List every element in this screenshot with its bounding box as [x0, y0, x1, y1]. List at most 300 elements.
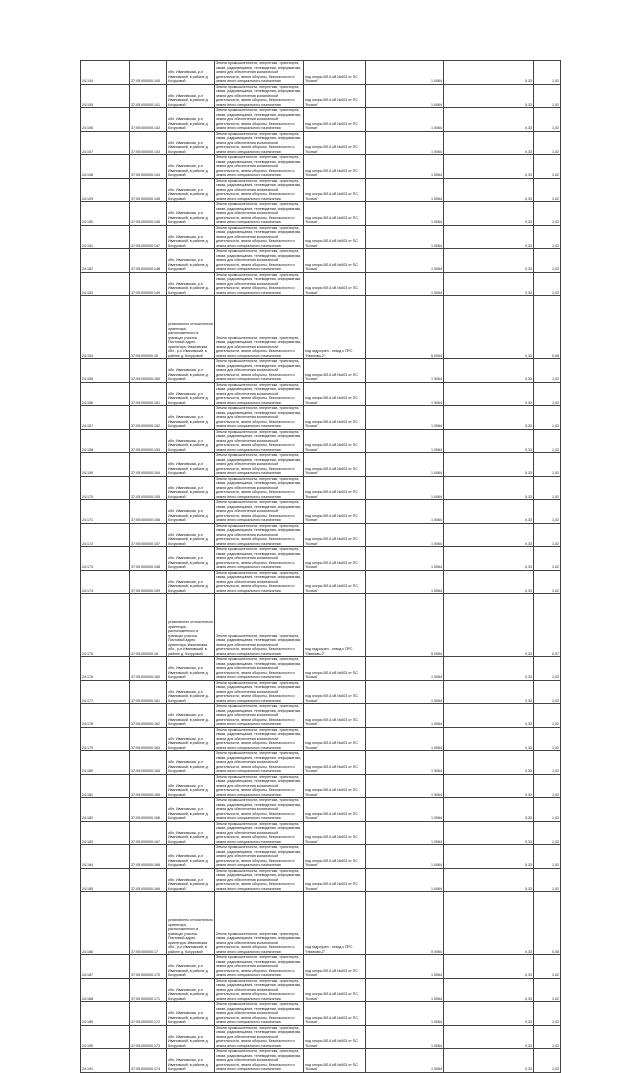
- table-row: [81, 868, 561, 892]
- value-b-cell: 1,02: [534, 547, 561, 571]
- cadastral-number: 37:05:000000:170: [130, 955, 167, 979]
- table-row: [81, 1049, 561, 1073]
- value-b-cell: 1,02: [534, 1025, 561, 1049]
- table-row: [81, 406, 561, 430]
- land-category-cell: Земли промышленности, энергетики, транспорта, связи, радиовещания, телевидения, информатики, земли для обеспечения космической деятельности, земли обороны, безопасности и земли иного специального назначения: [215, 406, 304, 430]
- area-cell: 1 0064: [366, 1002, 444, 1026]
- cadastral-number: 37:05:000000:157: [130, 523, 167, 547]
- value-a-cell: 0,33: [444, 453, 534, 477]
- table-row: [81, 249, 561, 273]
- land-category-cell: Земли промышленности, энергетики, транспорта, связи, радиовещания, телевидения, информатики, земли для обеспечения космической деятельности, земли обороны, безопасности и земли иного специального назначения: [215, 359, 304, 383]
- value-b-cell: 1,02: [534, 476, 561, 500]
- table-row: [81, 845, 561, 869]
- land-category-cell: Земли промышленности, энергетики, транспорта, связи, радиовещания, телевидения, информатики, земли для обеспечения космической деятельности, земли обороны, безопасности и земли иного специального назначения: [215, 704, 304, 728]
- land-category-cell: Земли промышленности, энергетики, транспорта, связи, радиовещания, телевидения, информатики, земли для обеспечения космической деятельности, земли обороны, безопасности и земли иного специального назначения: [215, 272, 304, 296]
- table-row: [81, 131, 561, 155]
- spreadsheet-page: [80, 60, 560, 1073]
- area-cell: 5 0064: [366, 892, 444, 955]
- area-cell: 1 0064: [366, 727, 444, 751]
- table-row: [81, 225, 561, 249]
- area-cell: 1 0064: [366, 202, 444, 226]
- value-b-cell: 1,02: [534, 500, 561, 524]
- value-b-cell: 1,02: [534, 868, 561, 892]
- address-cell: обл. Ивановская, р-н Ивановский, в районе д. Кочуровой: [167, 272, 215, 296]
- value-a-cell: 0,33: [444, 680, 534, 704]
- land-category-cell: Земли промышленности, энергетики, транспорта, связи, радиовещания, телевидения, информатики, земли для обеспечения космической деятельности, земли обороны, безопасности и земли иного специального назначения: [215, 1025, 304, 1049]
- value-a-cell: 0,33: [444, 798, 534, 822]
- row-number: 24:173: [81, 547, 130, 571]
- row-number: 24:154: [81, 296, 130, 359]
- area-cell: 1 0064: [366, 406, 444, 430]
- row-number: 24:174: [81, 570, 130, 594]
- row-number: 24:156: [81, 382, 130, 406]
- row-number: 24:105: [81, 84, 130, 108]
- row-number: 24:171: [81, 500, 130, 524]
- address-cell: обл. Ивановская, р-н Ивановский, в районе д. Кочуровой: [167, 500, 215, 524]
- area-cell: 1 0064: [366, 680, 444, 704]
- permitted-use-cell: под опоры ВЛ-6 кВ №603 от ПС "Кохма": [304, 727, 366, 751]
- value-a-cell: 0,33: [444, 1049, 534, 1073]
- row-number: 24:178: [81, 704, 130, 728]
- address-cell: обл. Ивановская, р-н Ивановский, в районе д. Кочуровой: [167, 1002, 215, 1026]
- value-a-cell: 0,33: [444, 570, 534, 594]
- area-cell: 1 0064: [366, 476, 444, 500]
- value-b-cell: 1,02: [534, 178, 561, 202]
- cadastral-number: 37:05:000000:141: [130, 84, 167, 108]
- permitted-use-cell: под опоры ВЛ-6 кВ №603 от ПС "Кохма": [304, 774, 366, 798]
- value-a-cell: 0,33: [444, 296, 534, 359]
- table-row: [81, 61, 561, 85]
- permitted-use-cell: под опоры ВЛ-6 кВ №603 от ПС "Кохма": [304, 272, 366, 296]
- land-category-cell: Земли промышленности, энергетики, транспорта, связи, радиовещания, телевидения, информатики, земли для обеспечения космической деятельности, земли обороны, безопасности и земли иного специального назначения: [215, 798, 304, 822]
- permitted-use-cell: под опоры ВЛ-6 кВ №603 от ПС "Кохма": [304, 406, 366, 430]
- land-category-cell: Земли промышленности, энергетики, транспорта, связи, радиовещания, телевидения, информатики, земли для обеспечения космической деятельности, земли обороны, безопасности и земли иного специального назначения: [215, 225, 304, 249]
- land-plots-table: [80, 60, 561, 1073]
- row-number: 24:109: [81, 178, 130, 202]
- cadastral-number: 37:05:000000:143: [130, 131, 167, 155]
- row-number: 24:182: [81, 798, 130, 822]
- value-b-cell: 1,02: [534, 657, 561, 681]
- value-a-cell: 0,33: [444, 178, 534, 202]
- value-a-cell: 0,33: [444, 774, 534, 798]
- cadastral-number: 37:05:000000:173: [130, 1025, 167, 1049]
- row-number: 24:180: [81, 751, 130, 775]
- permitted-use-cell: под опоры ВЛ-6 кВ №603 от ПС "Кохма": [304, 978, 366, 1002]
- value-b-cell: 1,02: [534, 955, 561, 979]
- permitted-use-cell: под опоры ВЛ-6 кВ №603 от ПС "Кохма": [304, 453, 366, 477]
- area-cell: 1 0064: [366, 84, 444, 108]
- value-b-cell: 0,07: [534, 594, 561, 657]
- area-cell: 1 0064: [366, 523, 444, 547]
- value-b-cell: 1,02: [534, 131, 561, 155]
- land-category-cell: Земли промышленности, энергетики, транспорта, связи, радиовещания, телевидения, информатики, земли для обеспечения космической деятельности, земли обороны, безопасности и земли иного специального назначения: [215, 202, 304, 226]
- land-category-cell: Земли промышленности, энергетики, транспорта, связи, радиовещания, телевидения, информатики, земли для обеспечения космической деятельности, земли обороны, безопасности и земли иного специального назначения: [215, 821, 304, 845]
- table-row: [81, 1025, 561, 1049]
- cadastral-number: 37:05:000000:161: [130, 680, 167, 704]
- area-cell: 5 0064: [366, 296, 444, 359]
- cadastral-number: 37:05:000000:169: [130, 868, 167, 892]
- row-number: 24:186: [81, 892, 130, 955]
- area-cell: 1 0064: [366, 657, 444, 681]
- row-number: 24:175: [81, 594, 130, 657]
- permitted-use-cell: под опоры ВЛ-6 кВ №603 от ПС "Кохма": [304, 1049, 366, 1073]
- value-b-cell: 1,02: [534, 1002, 561, 1026]
- value-a-cell: 0,33: [444, 131, 534, 155]
- area-cell: 1 0064: [366, 1049, 444, 1073]
- address-cell: обл. Ивановская, р-н Ивановский, в районе д. Кочуровой: [167, 657, 215, 681]
- value-a-cell: 0,33: [444, 821, 534, 845]
- cadastral-number: 37:05:000000:145: [130, 178, 167, 202]
- permitted-use-cell: под опоры ВЛ-6 кВ №603 от ПС "Кохма": [304, 798, 366, 822]
- table-row: [81, 108, 561, 132]
- address-cell: обл. Ивановская, р-н Ивановский, в районе д. Кочуровой: [167, 131, 215, 155]
- cadastral-number: 37:05:000000:153: [130, 429, 167, 453]
- address-cell: обл. Ивановская, р-н Ивановский, в районе д. Кочуровой: [167, 868, 215, 892]
- permitted-use-cell: под опоры ВЛ-6 кВ №603 от ПС "Кохма": [304, 657, 366, 681]
- value-a-cell: 0,33: [444, 476, 534, 500]
- value-a-cell: 0,33: [444, 382, 534, 406]
- row-number: 24:150: [81, 202, 130, 226]
- permitted-use-cell: под гидроузел - отвод к ПРС "Иваново-2": [304, 594, 366, 657]
- value-a-cell: 0,33: [444, 845, 534, 869]
- cadastral-number: 37:05:000000:17: [130, 892, 167, 955]
- row-number: 24:176: [81, 657, 130, 681]
- row-number: 24:189: [81, 1002, 130, 1026]
- row-number: 24:155: [81, 359, 130, 383]
- value-b-cell: 1,02: [534, 406, 561, 430]
- cadastral-number: 37:05:000000:147: [130, 225, 167, 249]
- address-cell: обл. Ивановская, р-н Ивановский, в районе д. Кочуровой: [167, 727, 215, 751]
- value-b-cell: 1,02: [534, 978, 561, 1002]
- value-a-cell: 0,33: [444, 547, 534, 571]
- permitted-use-cell: под опоры ВЛ-6 кВ №603 от ПС "Кохма": [304, 845, 366, 869]
- address-cell: обл. Ивановская, р-н Ивановский, в районе д. Кочуровой: [167, 202, 215, 226]
- land-category-cell: Земли промышленности, энергетики, транспорта, связи, радиовещания, телевидения, информатики, земли для обеспечения космической деятельности, земли обороны, безопасности и земли иного специального назначения: [215, 978, 304, 1002]
- area-cell: 1 0064: [366, 751, 444, 775]
- permitted-use-cell: под опоры ВЛ-6 кВ №603 от ПС "Кохма": [304, 155, 366, 179]
- table-row: [81, 570, 561, 594]
- cadastral-number: 37:05:000000:152: [130, 406, 167, 430]
- table-row: [81, 500, 561, 524]
- row-number: 24:107: [81, 131, 130, 155]
- land-category-cell: Земли промышленности, энергетики, транспорта, связи, радиовещания, телевидения, информатики, земли для обеспечения космической деятельности, земли обороны, безопасности и земли иного специального назначения: [215, 547, 304, 571]
- area-cell: 1 0064: [366, 453, 444, 477]
- value-b-cell: 1,02: [534, 523, 561, 547]
- land-category-cell: Земли промышленности, энергетики, транспорта, связи, радиовещания, телевидения, информатики, земли для обеспечения космической деятельности, земли обороны, безопасности и земли иного специального назначения: [215, 108, 304, 132]
- land-category-cell: Земли промышленности, энергетики, транспорта, связи, радиовещания, телевидения, информатики, земли для обеспечения космической деятельности, земли обороны, безопасности и земли иного специального назначения: [215, 476, 304, 500]
- value-a-cell: 0,33: [444, 61, 534, 85]
- permitted-use-cell: под опоры ВЛ-6 кВ №603 от ПС "Кохма": [304, 1002, 366, 1026]
- permitted-use-cell: под опоры ВЛ-6 кВ №603 от ПС "Кохма": [304, 61, 366, 85]
- value-a-cell: 0,33: [444, 955, 534, 979]
- value-a-cell: 0,33: [444, 359, 534, 383]
- address-cell: обл. Ивановская, р-н Ивановский, в районе д. Кочуровой: [167, 821, 215, 845]
- row-number: 24:190: [81, 1025, 130, 1049]
- permitted-use-cell: под опоры ВЛ-6 кВ №603 от ПС "Кохма": [304, 955, 366, 979]
- value-b-cell: 0,08: [534, 892, 561, 955]
- row-number: 24:185: [81, 868, 130, 892]
- table-row: [81, 821, 561, 845]
- cadastral-number: 37:05:000000:154: [130, 453, 167, 477]
- land-category-cell: Земли промышленности, энергетики, транспорта, связи, радиовещания, телевидения, информатики, земли для обеспечения космической деятельности, земли обороны, безопасности и земли иного специального назначения: [215, 249, 304, 273]
- address-cell: обл. Ивановская, р-н Ивановский, в районе д. Кочуровой: [167, 751, 215, 775]
- area-cell: 1 0064: [366, 978, 444, 1002]
- table-row: [81, 476, 561, 500]
- value-a-cell: 0,33: [444, 155, 534, 179]
- row-number: 24:177: [81, 680, 130, 704]
- value-a-cell: 0,33: [444, 751, 534, 775]
- table-row: [81, 523, 561, 547]
- permitted-use-cell: под опоры ВЛ-6 кВ №603 от ПС "Кохма": [304, 868, 366, 892]
- value-b-cell: 1,02: [534, 429, 561, 453]
- land-category-cell: Земли промышленности, энергетики, транспорта, связи, радиовещания, телевидения, информатики, земли для обеспечения космической деятельности, земли обороны, безопасности и земли иного специального назначения: [215, 429, 304, 453]
- cadastral-number: 37:05:000000:163: [130, 727, 167, 751]
- value-b-cell: 1,02: [534, 359, 561, 383]
- table-row: [81, 774, 561, 798]
- address-cell: обл. Ивановская, р-н Ивановский, в районе д. Кочуровой: [167, 453, 215, 477]
- cadastral-number: 37:05:000000:16: [130, 594, 167, 657]
- value-b-cell: 1,02: [534, 155, 561, 179]
- permitted-use-cell: под опоры ВЛ-6 кВ №603 от ПС "Кохма": [304, 429, 366, 453]
- cadastral-number: 37:05:000000:142: [130, 108, 167, 132]
- address-cell: обл. Ивановская, р-н Ивановский, в районе д. Кочуровой: [167, 704, 215, 728]
- permitted-use-cell: под опоры ВЛ-6 кВ №603 от ПС "Кохма": [304, 500, 366, 524]
- value-b-cell: 1,02: [534, 108, 561, 132]
- land-category-cell: Земли промышленности, энергетики, транспорта, связи, радиовещания, телевидения, информатики, земли для обеспечения космической деятельности, земли обороны, безопасности и земли иного специального назначения: [215, 680, 304, 704]
- row-number: 24:188: [81, 978, 130, 1002]
- table-row: [81, 155, 561, 179]
- area-cell: 1 0064: [366, 570, 444, 594]
- value-a-cell: 0,33: [444, 978, 534, 1002]
- land-category-cell: Земли промышленности, энергетики, транспорта, связи, радиовещания, телевидения, информатики, земли для обеспечения космической деятельности, земли обороны, безопасности и земли иного специального назначения: [215, 594, 304, 657]
- permitted-use-cell: под опоры ВЛ-6 кВ №603 от ПС "Кохма": [304, 704, 366, 728]
- permitted-use-cell: под опоры ВЛ-6 кВ №603 от ПС "Кохма": [304, 1025, 366, 1049]
- permitted-use-cell: под опоры ВЛ-6 кВ №603 от ПС "Кохма": [304, 249, 366, 273]
- area-cell: 1 0064: [366, 225, 444, 249]
- land-category-cell: Земли промышленности, энергетики, транспорта, связи, радиовещания, телевидения, информатики, земли для обеспечения космической деятельности, земли обороны, безопасности и земли иного специального назначения: [215, 84, 304, 108]
- land-category-cell: Земли промышленности, энергетики, транспорта, связи, радиовещания, телевидения, информатики, земли для обеспечения космической деятельности, земли обороны, безопасности и земли иного специального назначения: [215, 570, 304, 594]
- address-cell: обл. Ивановская, р-н Ивановский, в районе д. Кочуровой: [167, 547, 215, 571]
- table-row: [81, 547, 561, 571]
- area-cell: 1 0064: [366, 500, 444, 524]
- address-cell: обл. Ивановская, р-н Ивановский, в районе д. Кочуровой: [167, 429, 215, 453]
- cadastral-number: 37:05:000000:165: [130, 774, 167, 798]
- table-body: [81, 61, 561, 1073]
- table-row: [81, 727, 561, 751]
- area-cell: 1 0064: [366, 108, 444, 132]
- address-cell: обл. Ивановская, р-н Ивановский, в районе д. Кочуровой: [167, 155, 215, 179]
- cadastral-number: 37:05:000000:166: [130, 798, 167, 822]
- value-b-cell: 1,02: [534, 570, 561, 594]
- value-a-cell: 0,33: [444, 1025, 534, 1049]
- cadastral-number: 37:05:000000:160: [130, 657, 167, 681]
- table-row: [81, 84, 561, 108]
- table-row: [81, 359, 561, 383]
- value-a-cell: 0,33: [444, 249, 534, 273]
- address-cell: обл. Ивановская, р-н Ивановский, в районе д. Кочуровой: [167, 382, 215, 406]
- land-category-cell: Земли промышленности, энергетики, транспорта, связи, радиовещания, телевидения, информатики, земли для обеспечения космической деятельности, земли обороны, безопасности и земли иного специального назначения: [215, 523, 304, 547]
- cadastral-number: 37:05:000000:146: [130, 202, 167, 226]
- address-cell: обл. Ивановская, р-н Ивановский, в районе д. Кочуровой: [167, 978, 215, 1002]
- area-cell: 1 0064: [366, 155, 444, 179]
- area-cell: 1 0064: [366, 547, 444, 571]
- row-number: 24:151: [81, 225, 130, 249]
- table-row: [81, 202, 561, 226]
- cadastral-number: 37:05:000000:149: [130, 272, 167, 296]
- value-a-cell: 0,33: [444, 272, 534, 296]
- row-number: 24:106: [81, 108, 130, 132]
- table-row: [81, 594, 561, 657]
- value-a-cell: 0,33: [444, 523, 534, 547]
- value-b-cell: 1,02: [534, 202, 561, 226]
- permitted-use-cell: под опоры ВЛ-6 кВ №603 от ПС "Кохма": [304, 523, 366, 547]
- value-b-cell: 1,02: [534, 704, 561, 728]
- value-b-cell: 1,02: [534, 84, 561, 108]
- address-cell: обл. Ивановская, р-н Ивановский, в районе д. Кочуровой: [167, 955, 215, 979]
- land-category-cell: Земли промышленности, энергетики, транспорта, связи, радиовещания, телевидения, информатики, земли для обеспечения космической деятельности, земли обороны, безопасности и земли иного специального назначения: [215, 61, 304, 85]
- cadastral-number: 37:05:000000:172: [130, 1002, 167, 1026]
- permitted-use-cell: под опоры ВЛ-6 кВ №603 от ПС "Кохма": [304, 751, 366, 775]
- cadastral-number: 37:05:000000:150: [130, 359, 167, 383]
- row-number: 24:184: [81, 845, 130, 869]
- area-cell: 1 0064: [366, 955, 444, 979]
- cadastral-number: 37:05:000000:174: [130, 1049, 167, 1073]
- value-a-cell: 0,33: [444, 500, 534, 524]
- cadastral-number: 37:05:000000:168: [130, 845, 167, 869]
- address-cell: обл. Ивановская, р-н Ивановский, в районе д. Кочуровой: [167, 225, 215, 249]
- table-row: [81, 955, 561, 979]
- cadastral-number: 37:05:000000:151: [130, 382, 167, 406]
- address-cell: обл. Ивановская, р-н Ивановский, в районе д. Кочуровой: [167, 570, 215, 594]
- permitted-use-cell: под опоры ВЛ-6 кВ №603 от ПС "Кохма": [304, 84, 366, 108]
- table-row: [81, 429, 561, 453]
- address-cell: обл. Ивановская, р-н Ивановский, в районе д. Кочуровой: [167, 406, 215, 430]
- cadastral-number: 37:05:000000:158: [130, 547, 167, 571]
- address-cell: обл. Ивановская, р-н Ивановский, в районе д. Кочуровой: [167, 1025, 215, 1049]
- row-number: 24:153: [81, 272, 130, 296]
- value-a-cell: 0,33: [444, 594, 534, 657]
- cadastral-number: 37:05:000000:156: [130, 500, 167, 524]
- row-number: 24:172: [81, 523, 130, 547]
- cadastral-number: 37:05:000000:148: [130, 249, 167, 273]
- value-b-cell: 0,08: [534, 296, 561, 359]
- value-b-cell: 1,02: [534, 272, 561, 296]
- value-b-cell: 1,02: [534, 751, 561, 775]
- area-cell: 1 0064: [366, 131, 444, 155]
- address-cell: обл. Ивановская, р-н Ивановский, в районе д. Кочуровой: [167, 476, 215, 500]
- address-cell: обл. Ивановская, р-н Ивановский, в районе д. Кочуровой: [167, 178, 215, 202]
- permitted-use-cell: под опоры ВЛ-6 кВ №603 от ПС "Кохма": [304, 680, 366, 704]
- value-a-cell: 0,33: [444, 108, 534, 132]
- permitted-use-cell: под опоры ВЛ-6 кВ №603 от ПС "Кохма": [304, 225, 366, 249]
- table-row: [81, 704, 561, 728]
- table-row: [81, 751, 561, 775]
- address-cell: обл. Ивановская, р-н Ивановский, в районе д. Кочуровой: [167, 61, 215, 85]
- address-cell: обл. Ивановская, р-н Ивановский, в районе д. Кочуровой: [167, 523, 215, 547]
- land-category-cell: Земли промышленности, энергетики, транспорта, связи, радиовещания, телевидения, информатики, земли для обеспечения космической деятельности, земли обороны, безопасности и земли иного специального назначения: [215, 382, 304, 406]
- permitted-use-cell: под гидроузел - отвод к ПРС "Иваново-2": [304, 892, 366, 955]
- permitted-use-cell: под опоры ВЛ-6 кВ №603 от ПС "Кохма": [304, 131, 366, 155]
- area-cell: 5 0064: [366, 594, 444, 657]
- permitted-use-cell: под опоры ВЛ-6 кВ №603 от ПС "Кохма": [304, 382, 366, 406]
- table-row: [81, 453, 561, 477]
- value-b-cell: 1,02: [534, 798, 561, 822]
- value-a-cell: 0,33: [444, 868, 534, 892]
- row-number: 24:181: [81, 774, 130, 798]
- area-cell: 1 0064: [366, 272, 444, 296]
- table-row: [81, 680, 561, 704]
- row-number: 24:108: [81, 155, 130, 179]
- land-category-cell: Земли промышленности, энергетики, транспорта, связи, радиовещания, телевидения, информатики, земли для обеспечения космической деятельности, земли обороны, безопасности и земли иного специального назначения: [215, 500, 304, 524]
- address-cell: обл. Ивановская, р-н Ивановский, в районе д. Кочуровой: [167, 680, 215, 704]
- address-cell: установлено относительно ориентира, расположенного в границах участка. Почтовый адрес ориентира: Ивановская обл., р-н Ивановский, в районе д. Кочуровой: [167, 594, 215, 657]
- permitted-use-cell: под опоры ВЛ-6 кВ №603 от ПС "Кохма": [304, 547, 366, 571]
- area-cell: 1 0064: [366, 249, 444, 273]
- cadastral-number: 37:05:000000:144: [130, 155, 167, 179]
- value-b-cell: 1,02: [534, 382, 561, 406]
- table-row: [81, 798, 561, 822]
- value-b-cell: 1,02: [534, 225, 561, 249]
- value-b-cell: 1,02: [534, 821, 561, 845]
- area-cell: 1 0064: [366, 382, 444, 406]
- permitted-use-cell: под опоры ВЛ-6 кВ №603 от ПС "Кохма": [304, 202, 366, 226]
- land-category-cell: Земли промышленности, энергетики, транспорта, связи, радиовещания, телевидения, информатики, земли для обеспечения космической деятельности, земли обороны, безопасности и земли иного специального назначения: [215, 751, 304, 775]
- table-row: [81, 296, 561, 359]
- address-cell: обл. Ивановская, р-н Ивановский, в районе д. Кочуровой: [167, 249, 215, 273]
- address-cell: обл. Ивановская, р-н Ивановский, в районе д. Кочуровой: [167, 84, 215, 108]
- value-b-cell: 1,02: [534, 680, 561, 704]
- permitted-use-cell: под опоры ВЛ-6 кВ №603 от ПС "Кохма": [304, 108, 366, 132]
- area-cell: 1 0064: [366, 868, 444, 892]
- cadastral-number: 37:05:000000:164: [130, 751, 167, 775]
- area-cell: 1 0064: [366, 798, 444, 822]
- address-cell: обл. Ивановская, р-н Ивановский, в районе д. Кочуровой: [167, 798, 215, 822]
- value-a-cell: 0,33: [444, 657, 534, 681]
- value-a-cell: 0,33: [444, 727, 534, 751]
- value-b-cell: 1,02: [534, 845, 561, 869]
- table-row: [81, 657, 561, 681]
- cadastral-number: 37:05:000000:140: [130, 61, 167, 85]
- table-row: [81, 272, 561, 296]
- value-b-cell: 1,02: [534, 774, 561, 798]
- row-number: 24:157: [81, 406, 130, 430]
- permitted-use-cell: под опоры ВЛ-6 кВ №603 от ПС "Кохма": [304, 821, 366, 845]
- area-cell: 1 0064: [366, 178, 444, 202]
- row-number: 24:187: [81, 955, 130, 979]
- land-category-cell: Земли промышленности, энергетики, транспорта, связи, радиовещания, телевидения, информатики, земли для обеспечения космической деятельности, земли обороны, безопасности и земли иного специального назначения: [215, 131, 304, 155]
- address-cell: обл. Ивановская, р-н Ивановский, в районе д. Кочуровой: [167, 359, 215, 383]
- address-cell: установлено относительно ориентира, расположенного в границах участка. Почтовый адрес ориентира: Ивановская обл., р-н Ивановский, в районе д. Кочуровой: [167, 892, 215, 955]
- area-cell: 1 0064: [366, 821, 444, 845]
- value-b-cell: 1,02: [534, 727, 561, 751]
- row-number: 24:152: [81, 249, 130, 273]
- table-row: [81, 382, 561, 406]
- value-b-cell: 1,02: [534, 61, 561, 85]
- row-number: 24:159: [81, 453, 130, 477]
- table-row: [81, 978, 561, 1002]
- table-row: [81, 1002, 561, 1026]
- cadastral-number: 37:05:000000:155: [130, 476, 167, 500]
- value-a-cell: 0,33: [444, 704, 534, 728]
- land-category-cell: Земли промышленности, энергетики, транспорта, связи, радиовещания, телевидения, информатики, земли для обеспечения космической деятельности, земли обороны, безопасности и земли иного специального назначения: [215, 774, 304, 798]
- address-cell: установлено относительно ориентира, расположенного в границах участка. Почтовый адрес ориентира: Ивановская обл., р-н Ивановский, в районе д. Кочуровой: [167, 296, 215, 359]
- area-cell: 1 0064: [366, 429, 444, 453]
- value-b-cell: 1,02: [534, 249, 561, 273]
- land-category-cell: Земли промышленности, энергетики, транспорта, связи, радиовещания, телевидения, информатики, земли для обеспечения космической деятельности, земли обороны, безопасности и земли иного специального назначения: [215, 1049, 304, 1073]
- land-category-cell: Земли промышленности, энергетики, транспорта, связи, радиовещания, телевидения, информатики, земли для обеспечения космической деятельности, земли обороны, безопасности и земли иного специального назначения: [215, 155, 304, 179]
- row-number: 24:179: [81, 727, 130, 751]
- land-category-cell: Земли промышленности, энергетики, транспорта, связи, радиовещания, телевидения, информатики, земли для обеспечения космической деятельности, земли обороны, безопасности и земли иного специального назначения: [215, 845, 304, 869]
